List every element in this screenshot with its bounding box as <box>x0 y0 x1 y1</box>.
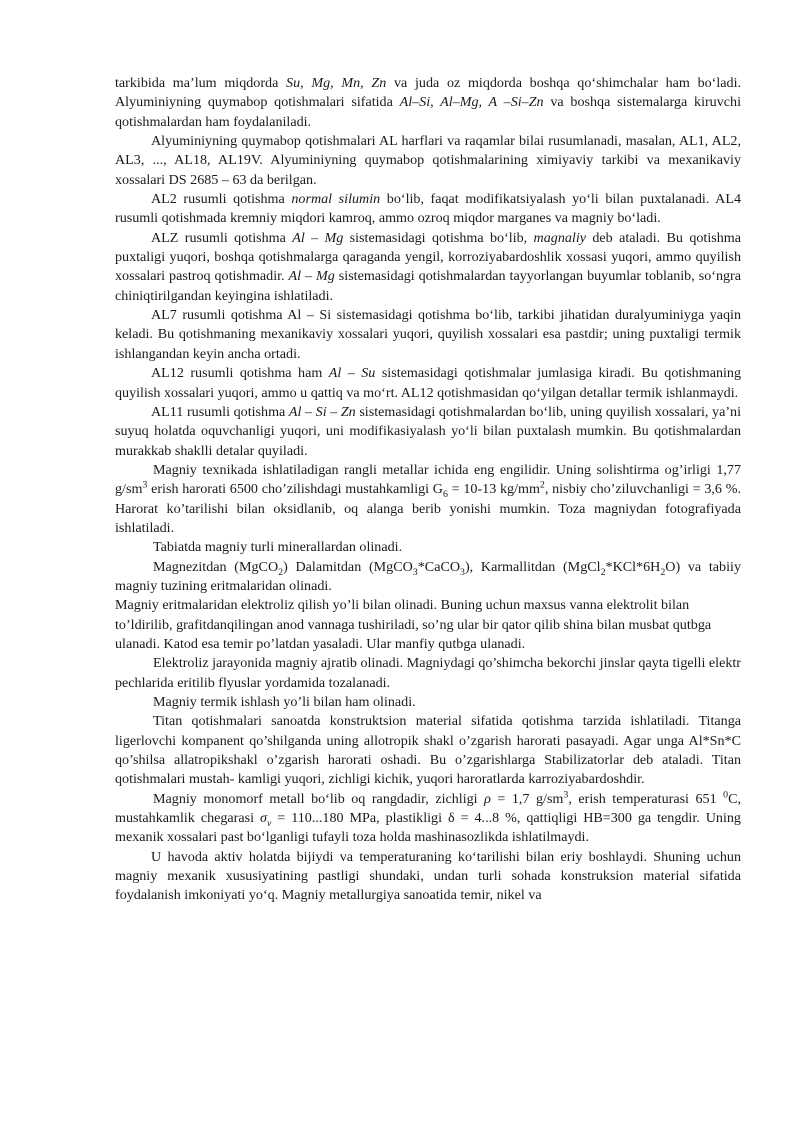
paragraph: AL12 rusumli qotishma ham Al – Su sistemasidagi qotishmalar jumlasiga kiradi. Bu qotishmaning quyilish xossalari yuqori, ammo u qattiq va mo‘rt. AL12 qotishmasidan qo‘yilgan detallar termik ishlanmaydi. <box>115 365 742 401</box>
paragraph: AL2 rusumli qotishma normal silumin bo‘lib, faqat modifikatsiyalash yo‘li bilan puxtalanadi. AL4 rusumli qotishmada kremniy miqdori kamroq, ammo ozroq miqdor marganes va magniy bo‘ladi. <box>115 191 742 227</box>
paragraph: Titan qotishmalari sanoatda konstruktsion material sifatida qotishma tarzida ishlatiladi. Titanga ligerlovchi kompanent qo’shilganda uning allotropik shakl o’zgarish harorati pasayadi. Agar unga Al*Sn*C qo’shilsa allatropikshakl o’zgarish harorati oshadi. Bu o’zgarishlarga Stabilizatorlar deb ataladi. Titan qotishmalari mustah- kamligi yuqori, zichligi kichik, yuqori haroratlarda karroziyabardoshdir. <box>115 713 741 788</box>
paragraph: Magniy texnikada ishlatiladigan rangli metallar ichida eng engilidir. Uning solishtirma og’irligi 1,77 $g/sm^3$ erish harorati 6500 cho’zilishdagi mustahkamligi $G_6 = 10-13$ $kg/mm^2$, nisbiy cho’ziluvchanligi = 3,6 %. Harorat ko’tarilishi bilan oksidlanib, oq alanga berib yonishi mumkin. Toza magniydan fotografiyada ishlatiladi. <box>115 461 741 536</box>
paragraph: Magniy termik ishlash yo’li bilan ham olinadi. <box>153 694 416 710</box>
paragraph: AL7 rusumli qotishma Al – Si sistemasidagi qotishma bo‘lib, tarkibi jihatidan duralyuminiyga yaqin keladi. Bu qotishmaning mexanikaviy xossalari yuqori, quyilish xossalari esa pastdir; uning puxtaligi termik ishlangandan keyin ancha ortadi. <box>115 307 741 362</box>
paragraph: ALZ rusumli qotishma Al – Mg sistemasidagi qotishma bo‘lib, magnaliy deb ataladi. Bu qotishma puxtaligi yuqori, boshqa qotishmalarga qaraganda yengil, korroziyabardoshlik xossasi yuqori, ammo quyilish xossalari pastroq qotishmadir. Al – Mg sistemasidagi qotishmalardan tayyorlangan buyumlar toblanib, so‘ngra chiniqtirilgandan keyingina ishlatiladi. <box>115 229 741 304</box>
paragraph: tarkibida ma’lum miqdorda Su, Mg, Mn, Zn va juda oz miqdorda boshqa qo‘shimchalar ham bo‘ladi. Alyuminiyning quymabop qotishmalari sifatida Al–Si, Al–Mg, A –Si–Zn va boshqa sistemalarga kiruvchi qotishmalardan ham foydalaniladi. <box>115 75 742 130</box>
paragraph: AL11 rusumli qotishma Al – Si – Zn sistemasidagi qotishmalardan bo‘lib, uning quyilish xossalari, ya’ni suyuq holatda oquvchanligi yuqori, uni modifikasiyalash yo‘li bilan puxtalash mumkin. Bu qotishmalardan murakkab shaklli detalar quyiladi. <box>115 403 742 459</box>
paragraph: Alyuminiyning quymabop qotishmalari AL harflari va raqamlar bilai rusumlanadi, masalan, AL1, AL2, AL3, ..., AL18, AL19V. Alyuminiyning quymabop qotishmalarining ximiyaviy tarkibi va mexanikaviy xossalari DS 2685 – 63 da berilgan. <box>115 133 741 188</box>
paragraph: Magnezitdan (MgCO$_2$) Dalamitdan (MgCO$_3$*CaCO$_3$), Karmallitdan $(MgCl_2*KCl*6H_2O)$ va tabiiy magniy tuzining eritmalaridan olinadi. <box>115 558 741 594</box>
paragraph: Elektroliz jarayonida magniy ajratib olinadi. Magniydagi qo’shimcha bekorchi jinslar qayta tigelli elektr pechlarida eritilib flyuslar yordamida tozalanadi. <box>115 655 741 691</box>
paragraph: Tabiatda magniy turli minerallardan olinadi. <box>153 539 403 556</box>
paragraph: U havoda aktiv holatda bijiydi va temperaturaning ko‘tarilishi bilan eriy boshlaydi. Shuning uchun magniy mexanik xususiyatining pastligi shundaki, undan turli sohada konstruksion material sifatida foydalanish imkoniyati yo‘q. Magniy metallurgiya sanoatida temir, nikel va <box>115 848 741 904</box>
paragraph: Magniy eritmalaridan elektroliz qilish yo’li bilan olinadi. Buning uchun maxsus vanna elektrolit bilan to’ldirilib, grafitdanqilingan anod vannaga tushiriladi, so’ng ular bir qator qilib shina bilan musbat qutbga ulanadi. Katod esa temir po’latdan yasaladi. Ular manfiy qutbga ulanadi. <box>115 597 712 652</box>
document-body <box>115 74 741 906</box>
paragraph: Magniy monomorf metall bo‘lib oq rangdadir, zichligi ρ = 1,7 $g/sm^3$, erish temperaturasi 651 $^0$C, mustahkamlik chegarasi $\sigma_v = 110...180$ MPa, plastikligi δ = 4...8 %, qattiqligi HB=300 ga tengdir. Uning mexanik xossalari past bo‘lganligi tufayli toza holda mashinasozlikda ishlatilmaydi. <box>115 789 742 846</box>
